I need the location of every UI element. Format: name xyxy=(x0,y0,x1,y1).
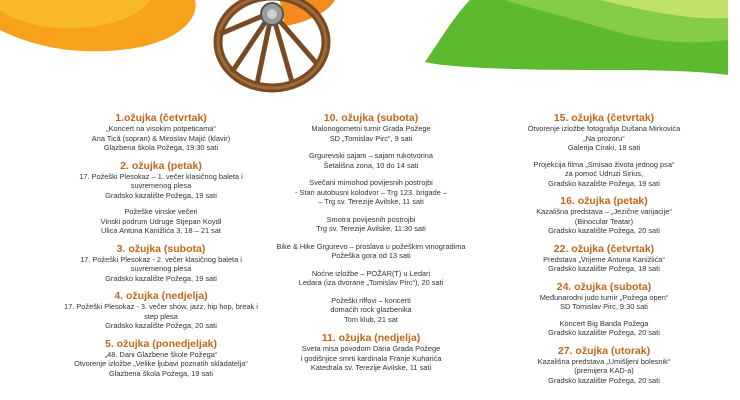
event-entry xyxy=(45,255,277,284)
event-line: Projekcija filma „Smisao života jednog psa“ xyxy=(533,159,675,169)
event-line: Gradsko kazalište Požega, 18 sati xyxy=(548,264,660,273)
event-line: Otvorenje izložbe „Velike ljubavi poznatih skladatelja“ xyxy=(74,359,248,368)
date-heading: 1.ožujka (četvrtak) xyxy=(115,112,207,124)
event-line: Otvorenje izložbe fotografija Dušana Mirkovića xyxy=(527,124,681,133)
event-line: Ulica Antuna Kanižlića 3, 18 – 21 sat xyxy=(101,226,221,235)
event-entry xyxy=(45,124,277,153)
event-line: Gradsko kazalište Požega, 20 sati xyxy=(548,226,660,235)
day-block xyxy=(488,112,720,188)
day-block xyxy=(488,195,720,236)
event-line: Smotra povijesnih postrojbi xyxy=(326,214,416,224)
event-line: SD Tomislav Pirc, 9:30 sati xyxy=(560,302,648,311)
event-line: 17. Požeški Plesokaz – 1. večer klasičnog baleta i xyxy=(79,171,243,181)
date-heading: 24. ožujka (subota) xyxy=(556,280,652,293)
event-entry xyxy=(255,296,487,325)
date-heading: 10. ožujka (subota) xyxy=(323,112,419,124)
event-line: za pomoć Udruzi Sirius, xyxy=(564,169,644,178)
event-entry xyxy=(488,160,720,189)
event-line: Koncert Big Banda Požega xyxy=(559,318,649,328)
event-line: Tom klub, 21 sat xyxy=(344,314,398,324)
column-2 xyxy=(255,112,487,381)
date-heading: 22. ožujka (četvrtak) xyxy=(553,242,655,255)
event-line: Gradsko kazalište Požega, 19 sati xyxy=(105,273,217,283)
event-line: Katedrala sv. Terezije Avilske, 11 sati xyxy=(310,363,432,372)
event-line: Šetališna zona, 10 do 14 sati xyxy=(323,160,419,170)
column-1 xyxy=(45,112,277,385)
event-line: 17. Požeški Plesokaz - 2. večer klasičnog baleta i xyxy=(80,254,242,264)
date-heading: 3. ožujka (subota) xyxy=(116,242,206,255)
event-line: Gradsko kazalište Požega, 19 sati xyxy=(548,178,660,188)
event-line: suvremenog plesa xyxy=(130,264,192,273)
event-line: (premijera KAD-a) xyxy=(574,366,634,375)
day-block xyxy=(45,160,277,236)
date-heading: 4. ožujka (nedjelja) xyxy=(114,290,208,302)
event-line: Gradsko kazalište Požega, 20 sati xyxy=(548,375,660,385)
event-line: Grgurevski sajam – sajam rukotvorina xyxy=(308,151,434,160)
event-entry xyxy=(488,293,720,312)
event-line: Požeški riffovi – koncerti xyxy=(331,295,411,305)
event-line: Kazališna predstava „Umišljeni bolesnik“ xyxy=(537,356,671,366)
event-line: „48. Dani Glazbene škole Požega“ xyxy=(104,349,218,359)
date-heading: 5. ožujka (ponedjeljak) xyxy=(104,337,218,350)
event-line: Gradsko kazalište Požega, 20 sati xyxy=(548,328,660,337)
event-entry xyxy=(45,172,277,201)
column-3 xyxy=(488,112,720,392)
day-block xyxy=(488,243,720,274)
date-heading: 15. ožujka (četvrtak) xyxy=(553,112,655,124)
event-line: SD „Tomislav Pirc“, 9 sati xyxy=(329,133,413,143)
event-entry xyxy=(488,207,720,236)
green-swoosh xyxy=(425,0,728,75)
day-block xyxy=(488,281,720,338)
date-heading: 2. ožujka (petak) xyxy=(120,159,202,172)
event-line: Ana Tică (sopran) & Miroslav Majić (klavir) xyxy=(91,133,231,143)
event-line: „Koncert na visokim potpeticama“ xyxy=(106,124,216,133)
header-banner xyxy=(0,0,740,95)
event-entry xyxy=(488,357,720,386)
event-line: Međunarodni judo turnir „Požega open“ xyxy=(539,292,669,302)
event-line: domaćih rock glazbenika xyxy=(330,305,412,314)
day-block xyxy=(255,112,487,324)
event-line: Požeške vinske večeri xyxy=(124,207,198,216)
event-line: „Na prozoru“ xyxy=(583,133,625,143)
wagon-wheel-icon xyxy=(218,0,326,88)
event-line: Noćne izložbe – POŽAR(T) u Ledari xyxy=(311,268,431,278)
day-block xyxy=(45,290,277,331)
event-line: Trg sv. Terezije Avilske, 11:30 sati xyxy=(316,224,426,233)
event-line: (Binocular Teatar) xyxy=(574,216,634,226)
event-entry xyxy=(488,319,720,338)
event-line: Glazbena škola Požega, 19:30 sati xyxy=(103,143,219,152)
event-line: suvremenog plesa xyxy=(130,181,192,190)
event-entry xyxy=(255,151,487,170)
event-entry xyxy=(45,350,277,379)
event-line: Gradsko kazalište Požega, 20 sati xyxy=(105,321,217,330)
event-line: Predstava „Vrijeme Antuna Kanižlića“ xyxy=(543,254,665,264)
event-line: - Stari autobusni kolodvor – Trg 123. brigade – xyxy=(294,187,447,197)
event-line: Sveta misa povodom Dana Grada Požege xyxy=(301,344,441,353)
event-entry xyxy=(255,344,487,373)
event-line: 17. Požeški Plesokaz - 3. večer show, jazz, hip hop, break i xyxy=(64,302,258,311)
event-line: i godišnjice smrti kardinala Franje Kuharića xyxy=(300,353,442,363)
day-block xyxy=(45,243,277,284)
day-block xyxy=(488,345,720,386)
date-heading: 27. ožujka (utorak) xyxy=(557,344,651,357)
event-entry xyxy=(45,207,277,236)
event-entry xyxy=(255,178,487,207)
event-entry xyxy=(255,242,487,261)
event-line: Svečani mimohod povijesnih postrojbi xyxy=(309,178,433,187)
event-calendar xyxy=(0,112,740,400)
date-heading: 16. ožujka (petak) xyxy=(560,195,648,207)
day-block xyxy=(255,332,487,373)
event-line: – Trg sv. Terezije Avilske, 11 sati xyxy=(318,197,424,206)
event-entry xyxy=(488,124,720,153)
event-line: Kazališna predstava – „Jezične varijacije“ xyxy=(536,207,672,216)
day-block xyxy=(45,338,277,379)
date-heading: 11. ožujka (nedjelja) xyxy=(321,332,421,344)
event-line: Bike & Hike Grgurevo – proslava u požeškim vinogradima xyxy=(276,241,466,251)
event-line: Galerija Ciraki, 18 sati xyxy=(567,143,641,152)
event-line: Malonogometni turnir Grada Požege xyxy=(311,124,431,133)
event-line: Glazbena škola Požega, 19 sati xyxy=(109,368,213,378)
event-entry xyxy=(255,124,487,143)
day-block xyxy=(45,112,277,153)
event-entry xyxy=(255,215,487,234)
event-line: Vinski podrum Udruge Stjepan Koydl xyxy=(100,216,222,226)
event-line: Požeška gora od 13 sati xyxy=(331,251,411,260)
event-entry xyxy=(45,302,277,331)
event-line: Ledara (iza dvorane „Tomislav Pirc“), 20 sati xyxy=(298,278,444,287)
event-line: step plesa xyxy=(144,311,178,321)
event-entry xyxy=(255,269,487,288)
event-line: Gradsko kazalište Požega, 19 sati xyxy=(105,190,217,200)
event-entry xyxy=(488,255,720,274)
